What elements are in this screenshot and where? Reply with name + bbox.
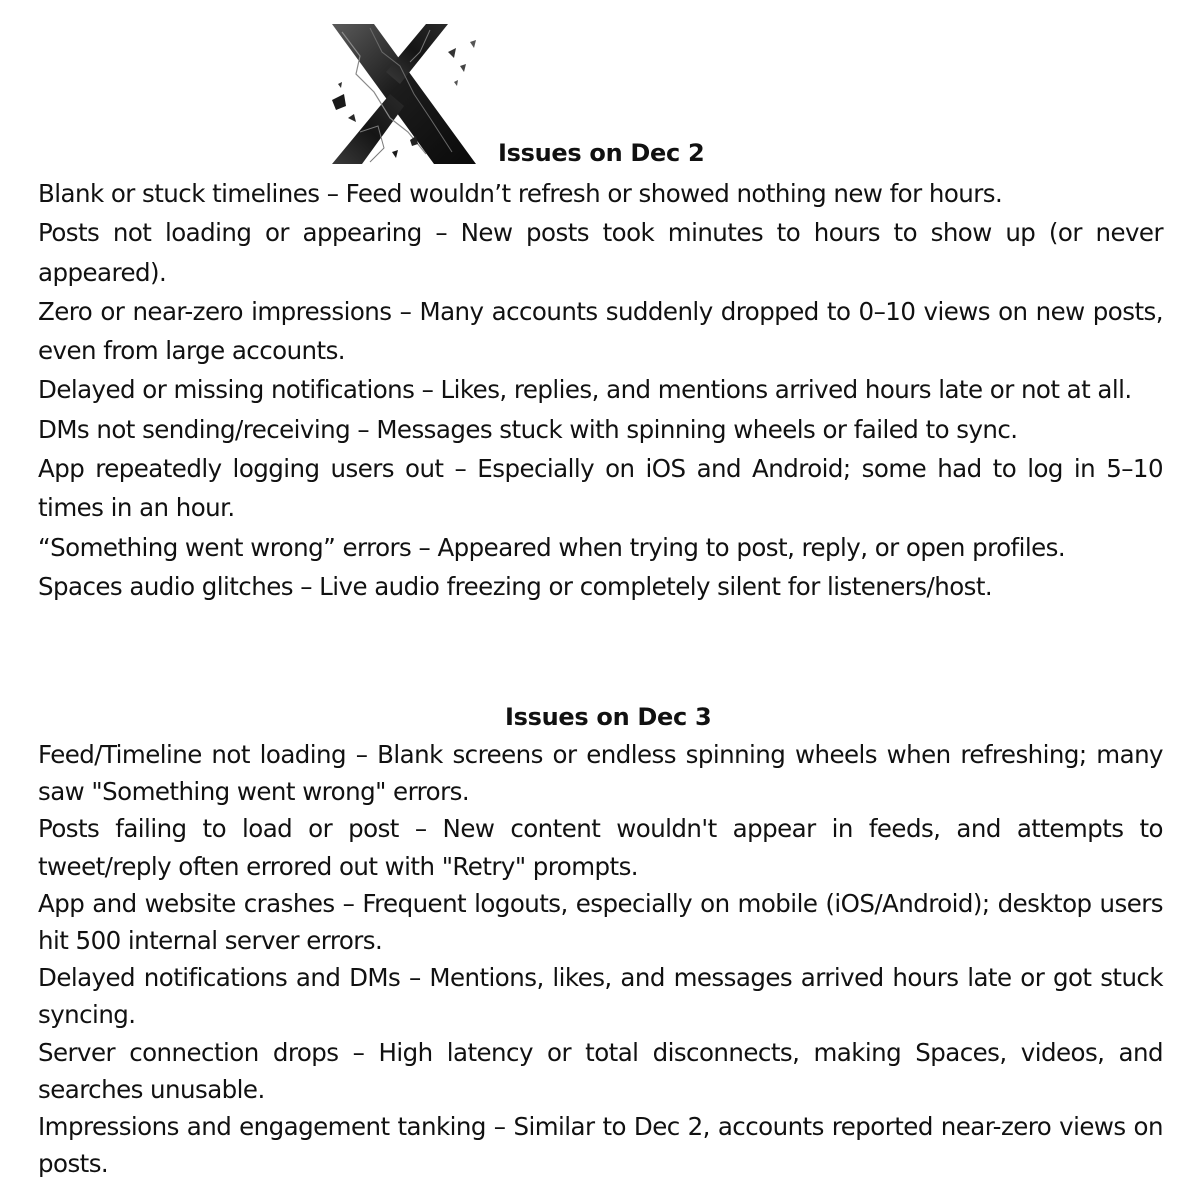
separator-dash: – <box>414 814 427 844</box>
separator-dash: – <box>326 179 339 208</box>
issue-title: DMs not sending/receiving <box>38 414 351 444</box>
list-item <box>38 885 1163 959</box>
list-item <box>38 810 1163 884</box>
list-item <box>38 174 1163 213</box>
issue-description: Especially on iOS and Android; some had to log in 5–10 times in an hour. <box>38 454 1164 523</box>
list-item <box>38 213 1163 292</box>
shattered-x-logo-icon <box>330 22 478 167</box>
section-heading-dec2: Issues on Dec 2 <box>498 139 705 167</box>
issue-description: Blank screens or endless spinning wheels when refreshing; many saw "Something went wrong" errors. <box>38 740 1163 807</box>
separator-dash: – <box>493 1112 506 1142</box>
separator-dash: – <box>342 888 355 918</box>
issue-description: Messages stuck with spinning wheels or failed to sync. <box>376 414 1018 444</box>
list-item <box>38 567 1163 606</box>
list-item <box>38 1034 1163 1108</box>
issue-description: Mentions, likes, and messages arrived hours late or got stuck syncing. <box>38 963 1163 1030</box>
list-item <box>38 449 1163 528</box>
separator-dash: – <box>355 740 368 769</box>
issue-description: Many accounts suddenly dropped to 0–10 views on new posts, even from large accounts. <box>38 296 1163 366</box>
issue-title: Zero or near-zero impressions <box>38 296 392 326</box>
issue-title: Server connection drops <box>38 1037 339 1067</box>
separator-dash: – <box>300 571 312 601</box>
issue-list-dec3 <box>38 736 1163 1182</box>
issue-title: “Something went wrong” errors <box>38 532 412 562</box>
issue-description: Similar to Dec 2, accounts reported near-zero views on posts. <box>38 1112 1163 1179</box>
issue-description: Likes, replies, and mentions arrived hours late or not at all. <box>440 375 1132 405</box>
separator-dash: – <box>357 414 370 444</box>
separator-dash: – <box>421 375 434 405</box>
list-item <box>38 736 1163 810</box>
separator-dash: – <box>399 296 412 326</box>
issue-title: Delayed notifications and DMs <box>38 963 401 993</box>
issue-title: Delayed or missing notifications <box>38 375 415 405</box>
issue-description: Frequent logouts, especially on mobile (iOS/Android); desktop users hit 500 internal server errors. <box>38 888 1163 956</box>
issue-description: High latency or total disconnects, making Spaces, videos, and searches unusable. <box>38 1037 1163 1104</box>
issue-title: Impressions and engagement tanking <box>38 1112 486 1142</box>
list-item <box>38 292 1163 371</box>
issue-title: Spaces audio glitches <box>38 571 293 601</box>
separator-dash: – <box>418 532 431 562</box>
separator-dash: – <box>408 963 421 993</box>
section-heading-dec3: Issues on Dec 3 <box>505 703 712 731</box>
issue-list-dec2 <box>38 174 1163 606</box>
separator-dash: – <box>352 1037 365 1067</box>
separator-dash: – <box>454 454 467 484</box>
issue-description: Appeared when trying to post, reply, or open profiles. <box>437 532 1066 562</box>
separator-dash: – <box>435 218 448 248</box>
list-item <box>38 410 1163 449</box>
issue-description: New content wouldn't appear in feeds, and attempts to tweet/reply often errored out with "Retry" prompts. <box>38 814 1163 881</box>
issue-title: App repeatedly logging users out <box>38 454 444 484</box>
list-item <box>38 370 1163 409</box>
issue-title: Blank or stuck timelines <box>38 179 320 208</box>
issue-title: Posts not loading or appearing <box>38 218 422 248</box>
issue-description: Feed wouldn’t refresh or showed nothing new for hours. <box>345 179 1003 208</box>
issue-description: New posts took minutes to hours to show up (or never appeared). <box>38 218 1163 287</box>
issue-title: App and website crashes <box>38 888 335 918</box>
list-item <box>38 959 1163 1033</box>
issue-description: Live audio freezing or completely silent for listeners/host. <box>319 571 993 601</box>
issue-title: Posts failing to load or post <box>38 814 399 844</box>
list-item <box>38 528 1163 567</box>
issue-title: Feed/Timeline not loading <box>38 740 347 769</box>
list-item <box>38 1108 1163 1182</box>
